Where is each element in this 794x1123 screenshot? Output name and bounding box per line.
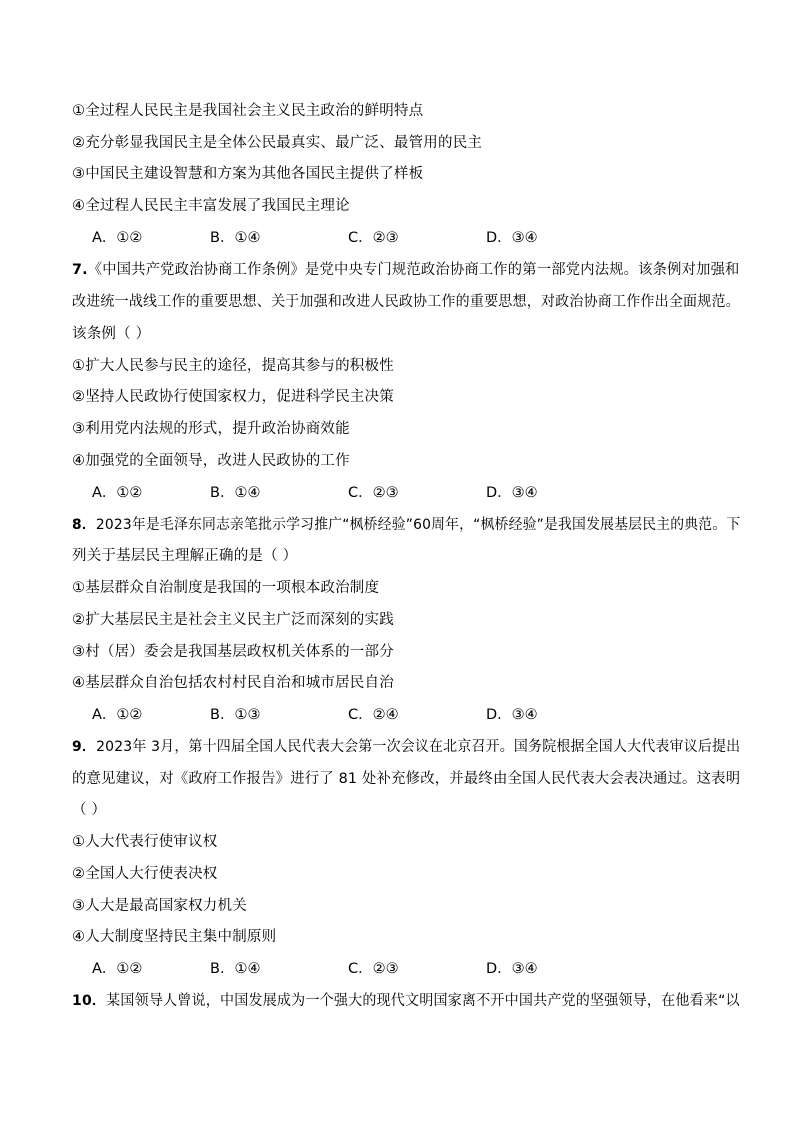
q6-option-a: A．①② bbox=[92, 230, 143, 246]
q7-number: 7. bbox=[72, 262, 88, 278]
q6-option-b: B．①④ bbox=[210, 230, 261, 246]
q6-statement-3: ③中国民主建设智慧和方案为其他各国民主提供了样板 bbox=[72, 166, 424, 182]
q7-statement-4: ④加强党的全面领导，改进人民政协的工作 bbox=[72, 453, 350, 469]
q7-option-a: A．①② bbox=[92, 485, 143, 501]
q8-option-d: D．③④ bbox=[486, 707, 538, 723]
q8-stem-line-1 bbox=[72, 515, 740, 535]
q8-statement-3: ③村（居）委会是我国基层政权机关体系的一部分 bbox=[72, 644, 394, 660]
q6-statement-1: ①全过程人民民主是我国社会主义民主政治的鲜明特点 bbox=[72, 103, 424, 119]
q8-statement-4: ④基层群众自治包括农村村民自治和城市居民自治 bbox=[72, 675, 394, 691]
q8-stem-text-1: 2023年是毛泽东同志亲笔批示学习推广“枫桥经验”60周年，“枫桥经验”是我国发展基层民主的典范。下 bbox=[95, 517, 741, 533]
q6-statement-4: ④全过程人民民主丰富发展了我国民主理论 bbox=[72, 198, 350, 214]
q6-option-d: D．③④ bbox=[486, 230, 538, 246]
q9-option-c: C．②③ bbox=[348, 961, 399, 977]
q7-stem-line-1 bbox=[72, 260, 740, 280]
q10-stem-line-1 bbox=[72, 991, 740, 1011]
q7-option-b: B．①④ bbox=[210, 485, 261, 501]
q7-stem-text-1: 《中国共产党政治协商工作条例》是党中央专门规范政治协商工作的第一部党内法规。该条例对加强和 bbox=[87, 262, 740, 278]
q9-statement-1: ①人大代表行使审议权 bbox=[72, 834, 218, 850]
q6-statement-2: ②充分彰显我国民主是全体公民最真实、最广泛、最管用的民主 bbox=[72, 135, 483, 151]
q8-stem-line-2: 列关于基层民主理解正确的是（ ） bbox=[72, 548, 298, 564]
q9-option-d: D．③④ bbox=[486, 961, 538, 977]
q9-statement-2: ②全国人大行使表决权 bbox=[72, 866, 218, 882]
q9-number: 9． bbox=[72, 739, 97, 755]
q8-statement-1: ①基层群众自治制度是我国的一项根本政治制度 bbox=[72, 580, 380, 596]
q7-option-c: C．②③ bbox=[348, 485, 399, 501]
q7-statement-1: ①扩大人民参与民主的途径，提高其参与的积极性 bbox=[72, 358, 394, 374]
q7-statement-2: ②坚持人民政协行使国家权力，促进科学民主决策 bbox=[72, 389, 394, 405]
q7-statement-3: ③利用党内法规的形式，提升政治协商效能 bbox=[72, 421, 350, 437]
q10-number: 10． bbox=[72, 993, 107, 1009]
q9-stem-text-1: 2023年 3月，第十四届全国人民代表大会第一次会议在北京召开。国务院根据全国人大代表审议后提出 bbox=[96, 739, 741, 755]
q9-option-a: A．①② bbox=[92, 961, 143, 977]
q7-option-d: D．③④ bbox=[486, 485, 538, 501]
q10-stem-text-1: 某国领导人曾说，中国发展成为一个强大的现代文明国家离不开中国共产党的坚强领导，在他看来“以 bbox=[106, 993, 740, 1009]
q8-option-b: B．①③ bbox=[210, 707, 261, 723]
q9-statement-3: ③人大是最高国家权力机关 bbox=[72, 898, 247, 914]
q9-statement-4: ④人大制度坚持民主集中制原则 bbox=[72, 929, 277, 945]
q7-stem-line-3: 该条例（ ） bbox=[72, 326, 151, 342]
q9-option-b: B．①④ bbox=[210, 961, 261, 977]
q9-stem-line-3: （ ） bbox=[72, 802, 107, 818]
q7-stem-line-2: 改进统一战线工作的重要思想、关于加强和改进人民政协工作的重要思想，对政治协商工作作出全面规范。 bbox=[72, 294, 740, 310]
q9-stem-line-2: 的意见建议，对《政府工作报告》进行了 81 处补充修改，并最终由全国人民代表大会表决通过。这表明 bbox=[72, 771, 741, 787]
q9-stem-line-1 bbox=[72, 737, 740, 757]
q8-option-a: A．①② bbox=[92, 707, 143, 723]
q8-statement-2: ②扩大基层民主是社会主义民主广泛而深刻的实践 bbox=[72, 612, 394, 628]
q8-number: 8． bbox=[72, 517, 96, 533]
q8-option-c: C．②④ bbox=[348, 707, 399, 723]
q6-option-c: C．②③ bbox=[348, 230, 399, 246]
